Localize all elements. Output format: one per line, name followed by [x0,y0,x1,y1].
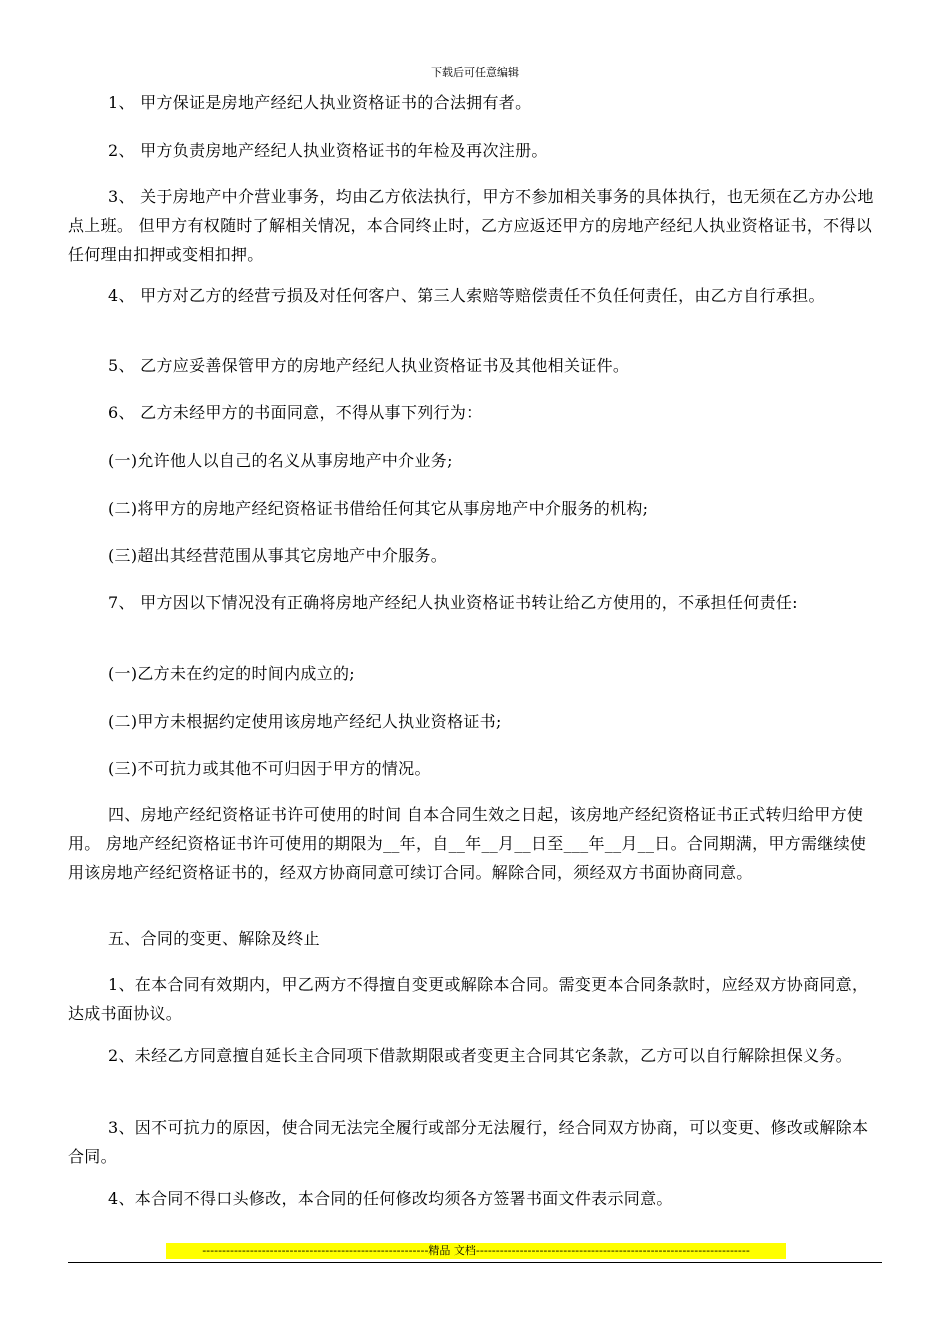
clause-6: 6、 乙方未经甲方的书面同意，不得从事下列行为： [108,403,483,422]
clause-6-item-2: (二)将甲方的房地产经纪资格证书借给任何其它从事房地产中介服务的机构; [108,499,649,518]
section-5-clause-4: 4、本合同不得口头修改，本合同的任何修改均须各方签署书面文件表示同意。 [108,1189,673,1208]
page-header-note: 下载后可任意编辑 [431,66,519,79]
section-5-clause-1: 1、在本合同有效期内，甲乙两方不得擅自变更或解除本合同。需变更本合同条款时，应经双方协商同意，达成书面协议。 [68,975,869,1023]
clause-7-item-2: (二)甲方未根据约定使用该房地产经纪人执业资格证书; [108,712,502,731]
section-5-clause-2: 2、未经乙方同意擅自延长主合同项下借款期限或者变更主合同其它条款，乙方可以自行解除担保义务。 [108,1046,852,1065]
section-4-license-period: 四、房地产经纪资格证书许可使用的时间 自本合同生效之日起，该房地产经纪资格证书正式转归给甲方使用。 房地产经纪资格证书许可使用的期限为__年，自__年__月__日至___年__月__日。合同期满，甲方需继续使用该房地产经纪资格证书的，经双方协商同意可续订合同。解除合同，须经双方书面协商同意。 [68,805,867,882]
section-5-clause-3: 3、因不可抗力的原因，使合同无法完全履行或部分无法履行，经合同双方协商，可以变更、修改或解除本合同。 [68,1118,869,1166]
clause-7-item-3: (三)不可抗力或其他不可归因于甲方的情况。 [108,759,431,778]
clause-7: 7、 甲方因以下情况没有正确将房地产经纪人执业资格证书转让给乙方使用的，不承担任何责任: [108,593,798,612]
footer-banner: ---------------------------------------------------------精品 文档--------------------------------------------------------------------- [166,1243,786,1259]
clause-7-item-1: (一)乙方未在约定的时间内成立的; [108,664,355,683]
clause-6-item-3: (三)超出其经营范围从事其它房地产中介服务。 [108,546,448,565]
clause-1: 1、 甲方保证是房地产经纪人执业资格证书的合法拥有者。 [108,93,532,112]
clause-4: 4、 甲方对乙方的经营亏损及对任何客户、第三人索赔等赔偿责任不负任何责任，由乙方自行承担。 [108,286,825,305]
clause-3: 3、 关于房地产中介营业事务，均由乙方依法执行，甲方不参加相关事务的具体执行，也无须在乙方办公地点上班。 但甲方有权随时了解相关情况，本合同终止时，乙方应返还甲方的房地产经纪人执业资格证书，不得以任何理由扣押或变相扣押。 [68,187,874,264]
footer-divider [68,1262,882,1263]
clause-5: 5、 乙方应妥善保管甲方的房地产经纪人执业资格证书及其他相关证件。 [108,356,630,375]
clause-6-item-1: (一)允许他人以自己的名义从事房地产中介业务; [108,451,453,470]
section-5-heading: 五、合同的变更、解除及终止 [108,929,320,948]
clause-2: 2、 甲方负责房地产经纪人执业资格证书的年检及再次注册。 [108,141,548,160]
